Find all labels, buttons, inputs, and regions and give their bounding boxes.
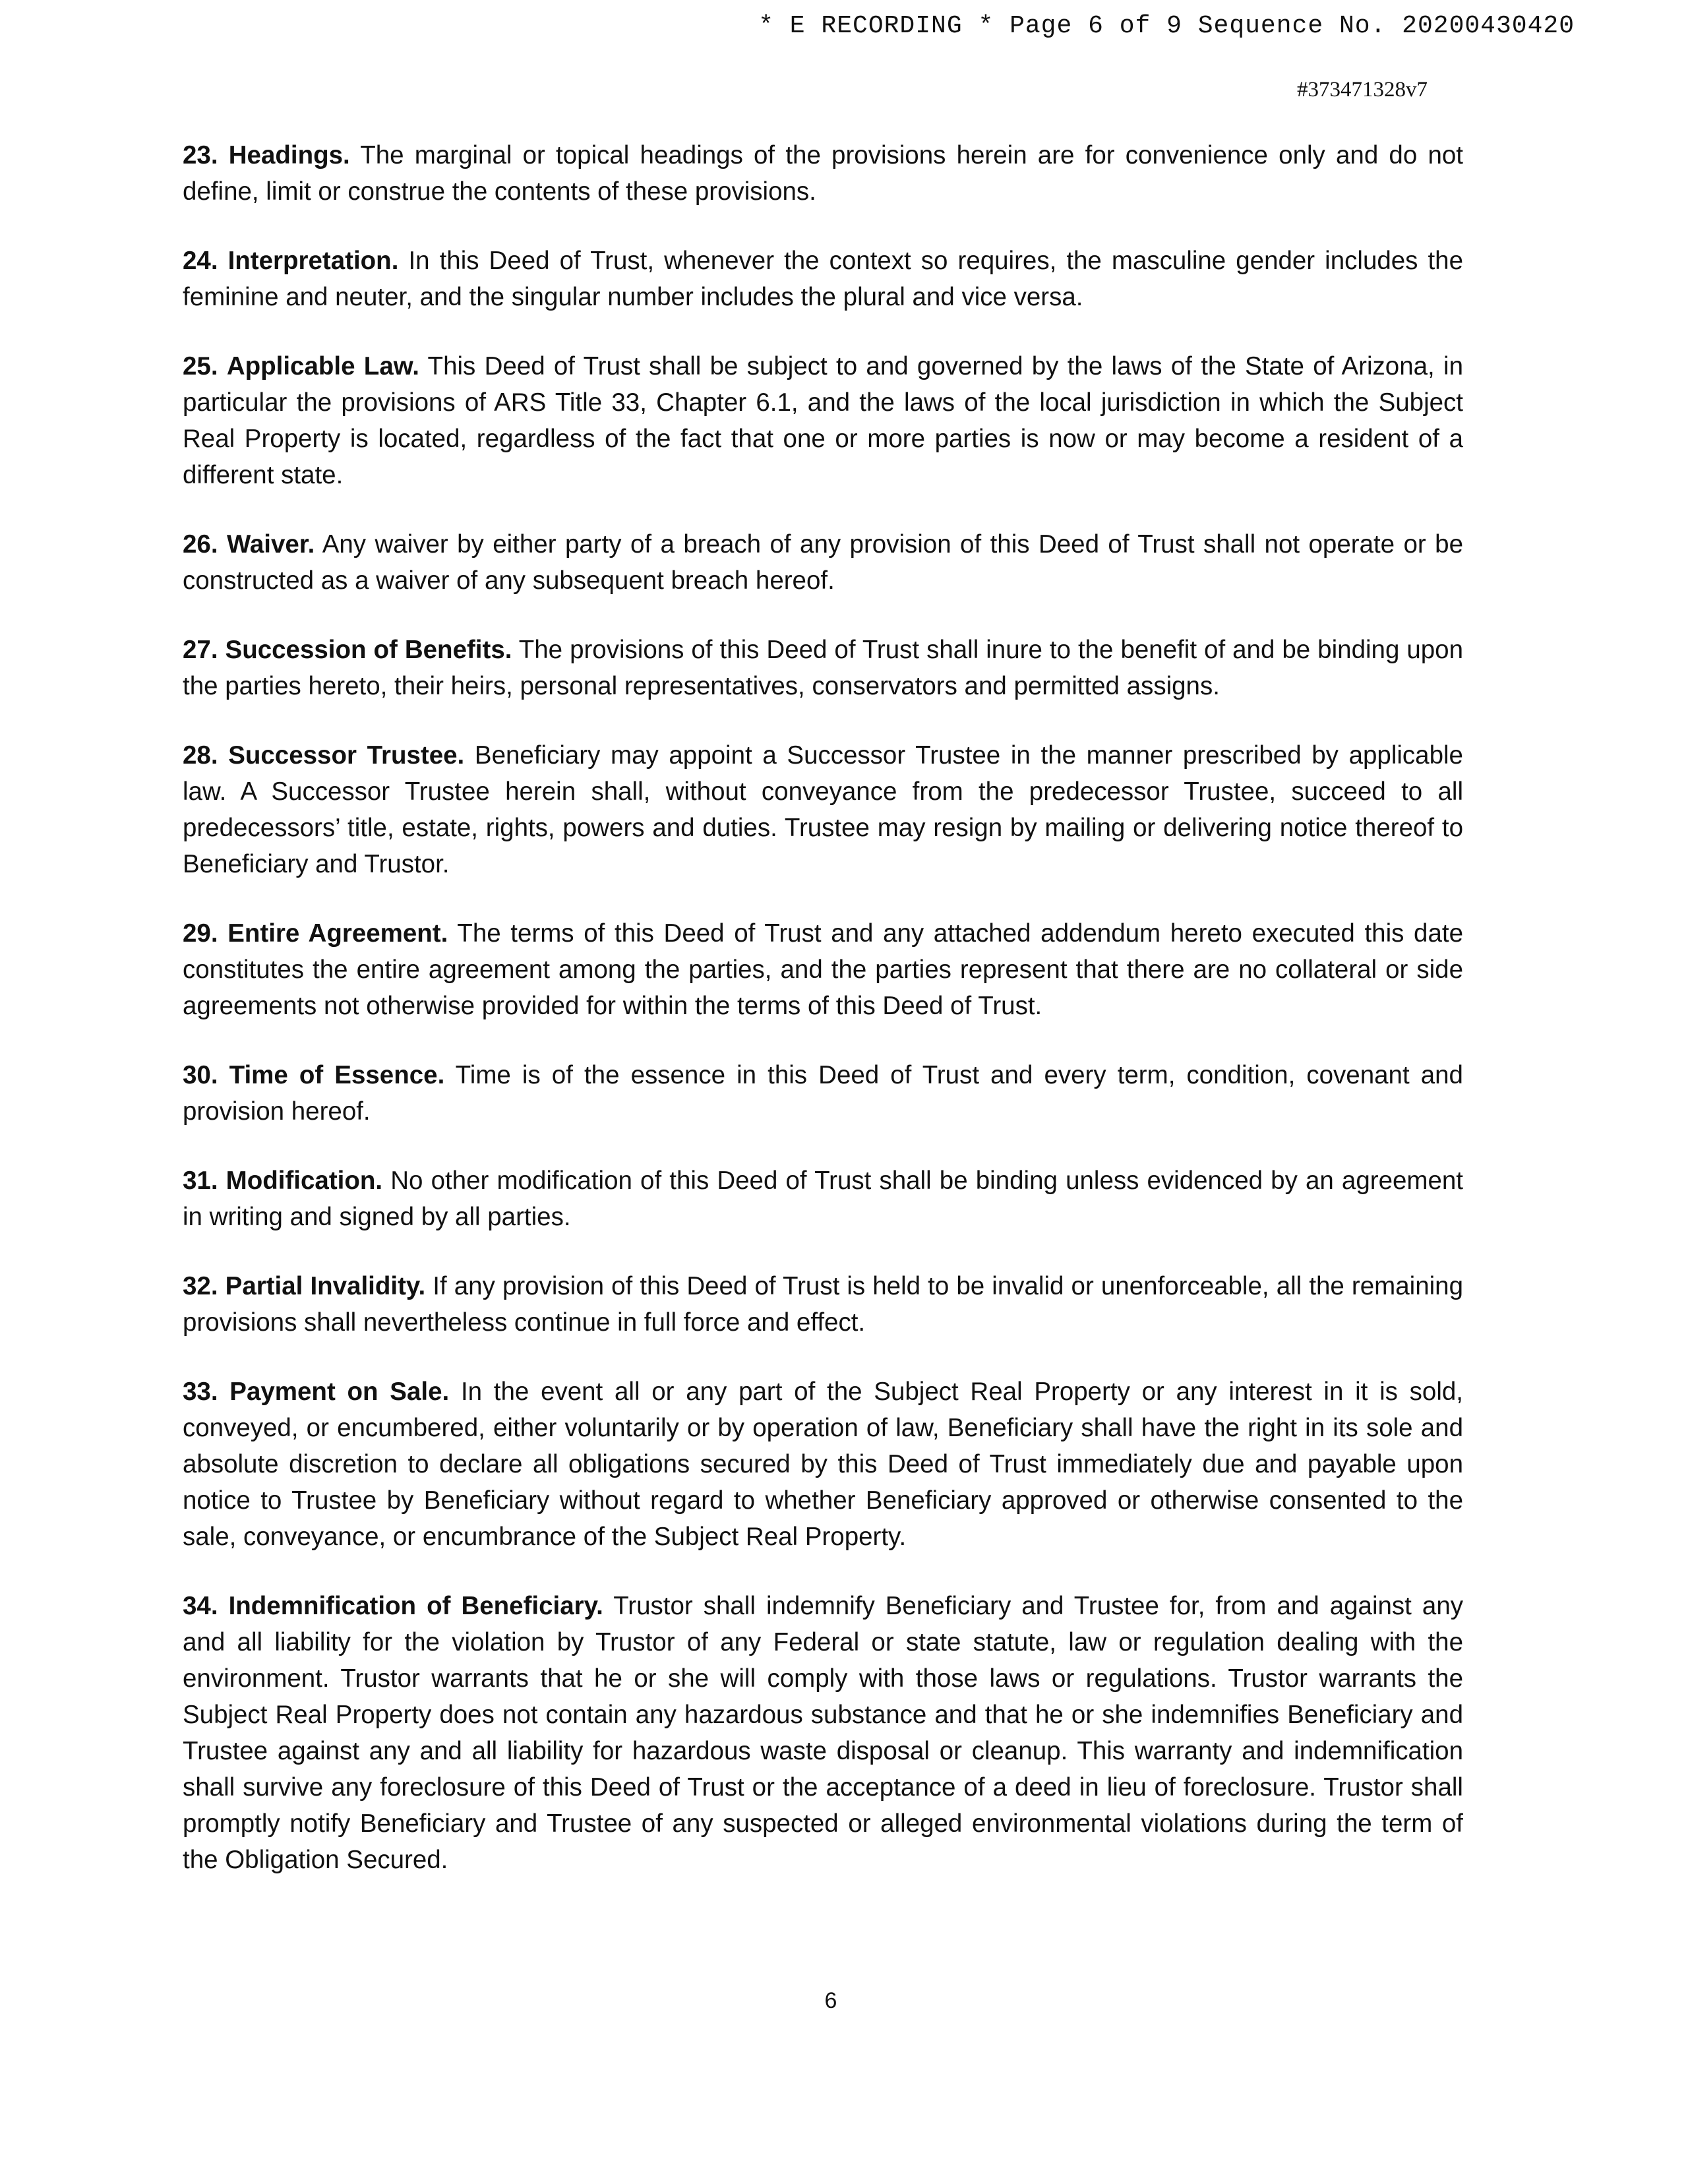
section-number: 29. (183, 919, 218, 948)
section-heading: Modification. (226, 1167, 383, 1195)
section-number: 26. (183, 530, 218, 559)
section-heading: Applicable Law. (226, 352, 419, 380)
section-heading: Entire Agreement. (227, 919, 448, 948)
section-33 (183, 1374, 1463, 1555)
section-heading: Headings. (228, 141, 350, 169)
section-27 (183, 632, 1463, 704)
section-number: 31. (183, 1167, 218, 1195)
section-text: No other modification of this Deed of Trust shall be binding unless evidenced by an agreement in writing and signed by all parties. (183, 1167, 1463, 1231)
section-23 (183, 137, 1463, 210)
section-text: In the event all or any part of the Subject Real Property or any interest in it is sold, conveyed, or encumbered, either voluntarily or by operation of law, Beneficiary shall have the right in its sole and absolute discretion to declare all obligations secured by this Deed of Trust immediately due and payable upon notice to Trustee by Beneficiary without regard to whether Beneficiary approved or otherwise consented to the sale, conveyance, or encumbrance of the Subject Real Property. (183, 1378, 1463, 1551)
section-text: This Deed of Trust shall be subject to and governed by the laws of the State of Arizona, in particular the provisions of ARS Title 33, Chapter 6.1, and the laws of the local jurisdiction in which the Subject Real Property is located, regardless of the fact that one or more parties is now or may become a resident of a different state. (183, 352, 1463, 489)
section-number: 24. (183, 247, 218, 275)
section-number: 34. (183, 1592, 218, 1620)
section-number: 30. (183, 1061, 218, 1089)
section-text: The marginal or topical headings of the provisions herein are for convenience only and do not define, limit or construe the contents of these provisions. (183, 141, 1463, 206)
document-body (183, 137, 1463, 1911)
recording-header: * E RECORDING * Page 6 of 9 Sequence No. 20200430420 (758, 12, 1575, 40)
section-text: Trustor shall indemnify Beneficiary and Trustee for, from and against any and all liability for the violation by Trustor of any Federal or state statute, law or regulation dealing with the environment. Trustor warrants that he or she will comply with those laws or regulations. Trustor warrants the Subject Real Property does not contain any hazardous substance and that he or she indemnifies Beneficiary and Trustee against any and all liability for hazardous waste disposal or cleanup. This warranty and indemnification shall survive any foreclosure of this Deed of Trust or the acceptance of a deed in lieu of foreclosure. Trustor shall promptly notify Beneficiary and Trustee of any suspected or alleged environmental violations during the term of the Obligation Secured. (183, 1592, 1463, 1874)
section-28 (183, 737, 1463, 882)
section-30 (183, 1057, 1463, 1130)
section-heading: Successor Trustee. (228, 741, 465, 770)
section-text: In this Deed of Trust, whenever the context so requires, the masculine gender includes the feminine and neuter, and the singular number includes the plural and vice versa. (183, 247, 1463, 311)
section-34 (183, 1588, 1463, 1878)
section-text: Any waiver by either party of a breach of any provision of this Deed of Trust shall not operate or be constructed as a waiver of any subsequent breach hereof. (183, 530, 1463, 595)
section-text: Beneficiary may appoint a Successor Trustee in the manner prescribed by applicable law. A Successor Trustee herein shall, without conveyance from the predecessor Trustee, succeed to all predecessors’ title, estate, rights, powers and duties. Trustee may resign by mailing or delivering notice thereof to Beneficiary and Trustor. (183, 741, 1463, 878)
section-heading: Indemnification of Beneficiary. (228, 1592, 603, 1620)
section-24 (183, 243, 1463, 315)
section-text: The provisions of this Deed of Trust shall inure to the benefit of and be binding upon the parties hereto, their heirs, personal representatives, conservators and permitted assigns. (183, 636, 1463, 700)
section-heading: Time of Essence. (229, 1061, 445, 1089)
section-heading: Partial Invalidity. (225, 1272, 426, 1300)
section-text: The terms of this Deed of Trust and any attached addendum hereto executed this date constitutes the entire agreement among the parties, and the parties represent that there are no collateral or side agreements not otherwise provided for within the terms of this Deed of Trust. (183, 919, 1463, 1020)
section-text: Time is of the essence in this Deed of Trust and every term, condition, covenant and provision hereof. (183, 1061, 1463, 1126)
section-32 (183, 1268, 1463, 1341)
section-heading: Payment on Sale. (229, 1378, 450, 1406)
section-29 (183, 915, 1463, 1024)
section-31 (183, 1163, 1463, 1235)
section-25 (183, 348, 1463, 493)
section-number: 32. (183, 1272, 218, 1300)
section-number: 33. (183, 1378, 218, 1406)
document-id: #373471328v7 (1297, 78, 1428, 102)
section-number: 28. (183, 741, 218, 770)
page-number: 6 (824, 1988, 837, 2013)
section-heading: Waiver. (226, 530, 315, 559)
section-26 (183, 526, 1463, 599)
section-text: If any provision of this Deed of Trust is held to be invalid or unenforceable, all the remaining provisions shall nevertheless continue in full force and effect. (183, 1272, 1463, 1337)
section-heading: Interpretation. (227, 247, 399, 275)
section-heading: Succession of Benefits. (225, 636, 512, 664)
section-number: 27. (183, 636, 218, 664)
section-number: 25. (183, 352, 218, 380)
section-number: 23. (183, 141, 218, 169)
